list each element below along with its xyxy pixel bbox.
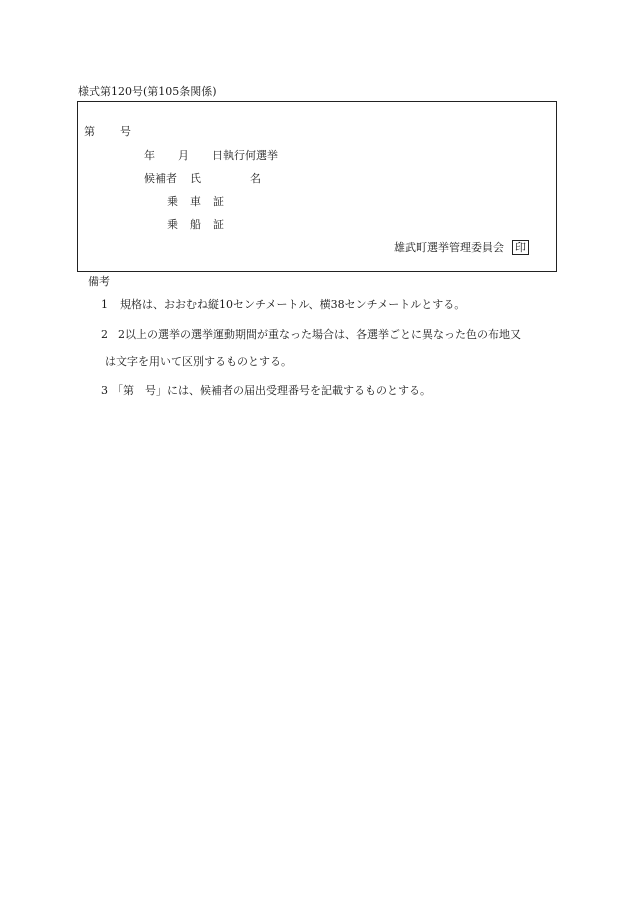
ship-jo: 乗 bbox=[167, 218, 178, 231]
ship-sho: 証 bbox=[213, 218, 224, 231]
remark-1-num: 1 bbox=[101, 298, 108, 311]
remark-3-num: 3 bbox=[101, 384, 108, 397]
date-month: 月 bbox=[178, 149, 189, 162]
issuer-line bbox=[394, 240, 529, 255]
number-suffix: 号 bbox=[120, 125, 131, 138]
candidate-label: 候補者 bbox=[144, 172, 177, 185]
remarks-heading: 備考 bbox=[88, 275, 110, 288]
ship-sen: 船 bbox=[190, 218, 201, 231]
remark-2-text: 2以上の選挙の選挙運動期間が重なった場合は、各選挙ごとに異なった色の布地又 bbox=[118, 328, 521, 341]
remark-2-text-cont: は文字を用いて区別するものとする。 bbox=[105, 355, 292, 368]
remark-2-num: 2 bbox=[101, 328, 108, 341]
remark-1-text: 規格は、おおむね縦10センチメートル、横38センチメートルとする。 bbox=[120, 298, 466, 311]
seal-mark: 印 bbox=[512, 240, 529, 255]
car-sha: 車 bbox=[190, 195, 201, 208]
car-jo: 乗 bbox=[167, 195, 178, 208]
issuer-name: 雄武町選挙管理委員会 bbox=[394, 241, 504, 254]
name-shi: 氏 bbox=[190, 172, 201, 185]
name-mei: 名 bbox=[250, 172, 261, 185]
car-sho: 証 bbox=[213, 195, 224, 208]
remark-3-text: 「第 号」には、候補者の届出受理番号を記載するものとする。 bbox=[112, 384, 431, 397]
form-title: 様式第120号(第105条関係) bbox=[78, 85, 217, 98]
date-day-election: 日執行何選挙 bbox=[212, 149, 278, 162]
number-prefix: 第 bbox=[84, 125, 95, 138]
date-year: 年 bbox=[144, 149, 155, 162]
